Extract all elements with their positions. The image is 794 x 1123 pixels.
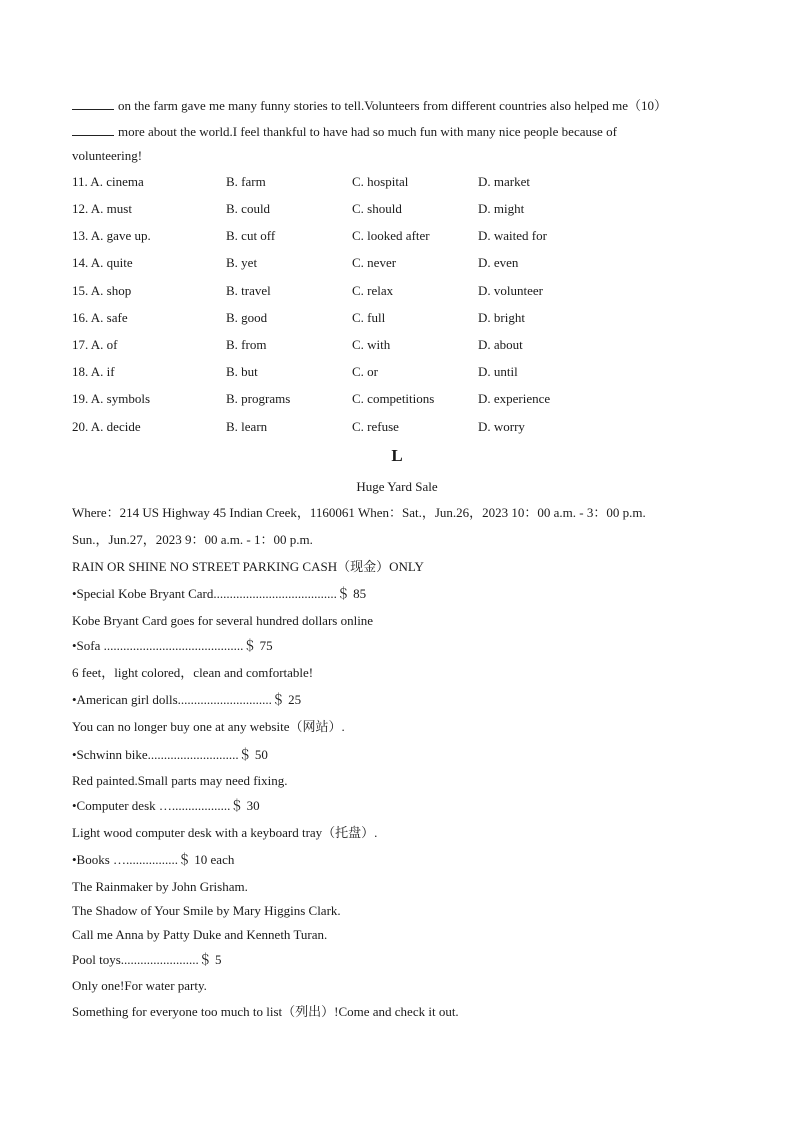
- question-number: 15. A.: [72, 283, 104, 298]
- book-title-3: Call me Anna by Patty Duke and Kenneth Turan.: [72, 927, 328, 942]
- question-number: 17. A.: [72, 337, 104, 352]
- option-b: B. but: [226, 364, 258, 379]
- question-number: 20. A.: [72, 419, 104, 434]
- option-a: [72, 228, 151, 244]
- option-a-text: gave up.: [106, 228, 151, 243]
- book-title-1: The Rainmaker by John Grisham.: [72, 879, 248, 894]
- option-b: B. cut off: [226, 228, 276, 243]
- option-b: B. farm: [226, 174, 266, 189]
- option-c: C. should: [352, 201, 402, 216]
- item-sofa: •Sofa ...........................................＄ 75: [72, 638, 273, 653]
- passage-text: more about the world.I feel thankful to have had so much fun with many nice people because of: [118, 124, 617, 139]
- option-d: D. bright: [478, 310, 525, 325]
- question-number: 16. A.: [72, 310, 104, 325]
- option-a-text: of: [106, 337, 118, 352]
- option-a: [72, 174, 144, 190]
- sunday-hours-line: Sun.，Jun.27，2023 9：00 a.m. - 1：00 p.m.: [72, 532, 313, 547]
- option-d: D. experience: [478, 391, 551, 406]
- option-a: [72, 337, 118, 353]
- option-d: D. might: [478, 201, 525, 216]
- item-desk-desc: Light wood computer desk with a keyboard tray（托盘）.: [72, 825, 378, 840]
- option-c: C. competitions: [352, 391, 435, 406]
- option-a: [72, 364, 115, 380]
- item-dolls: •American girl dolls.............................＄ 25: [72, 692, 302, 707]
- option-c: C. refuse: [352, 419, 399, 434]
- option-b: B. yet: [226, 255, 258, 270]
- option-a: [72, 419, 141, 435]
- item-kobe-card: •Special Kobe Bryant Card......................................＄ 85: [72, 586, 367, 601]
- option-b: B. could: [226, 201, 271, 216]
- sale-rules-line: RAIN OR SHINE NO STREET PARKING CASH（现金）ONLY: [72, 559, 424, 574]
- item-pool-toys-desc: Only one!For water party.: [72, 978, 207, 993]
- option-d: D. about: [478, 337, 523, 352]
- section-heading: L: [391, 446, 403, 465]
- book-title-2: The Shadow of Your Smile by Mary Higgins Clark.: [72, 903, 341, 918]
- item-dolls-desc: You can no longer buy one at any website（网站）.: [72, 719, 345, 734]
- option-a-text: decide: [106, 419, 141, 434]
- option-b: B. from: [226, 337, 267, 352]
- question-number: 14. A.: [72, 255, 104, 270]
- option-c: C. hospital: [352, 174, 409, 189]
- option-d: D. even: [478, 255, 519, 270]
- option-d: D. market: [478, 174, 530, 189]
- option-d: D. volunteer: [478, 283, 543, 298]
- option-a: [72, 283, 131, 299]
- option-a-text: if: [106, 364, 115, 379]
- option-d: D. worry: [478, 419, 525, 434]
- option-a-text: safe: [106, 310, 128, 325]
- question-number: 12. A.: [72, 201, 104, 216]
- passage-text: on the farm gave me many funny stories to tell.Volunteers from different countries also helped me（10）: [118, 98, 667, 113]
- option-b: B. travel: [226, 283, 271, 298]
- option-a-text: quite: [106, 255, 133, 270]
- option-b: B. good: [226, 310, 268, 325]
- option-c: C. never: [352, 255, 397, 270]
- ad-title: Huge Yard Sale: [356, 479, 438, 494]
- option-d: D. waited for: [478, 228, 547, 243]
- option-c: C. looked after: [352, 228, 430, 243]
- item-desk: •Computer desk …..................＄ 30: [72, 798, 260, 813]
- item-pool-toys: Pool toys........................＄ 5: [72, 952, 222, 967]
- answer-blank-10: [72, 124, 114, 136]
- option-a: [72, 391, 150, 407]
- closing-line: Something for everyone too much to list（列出）!Come and check it out.: [72, 1004, 459, 1019]
- option-b: B. learn: [226, 419, 268, 434]
- option-a: [72, 310, 128, 326]
- question-number: 19. A.: [72, 391, 104, 406]
- option-a-text: cinema: [106, 174, 144, 189]
- option-b: B. programs: [226, 391, 291, 406]
- passage-line-2: [72, 124, 617, 140]
- question-number: 11. A.: [72, 174, 103, 189]
- item-kobe-card-desc: Kobe Bryant Card goes for several hundred dollars online: [72, 613, 374, 628]
- option-a-text: must: [106, 201, 132, 216]
- option-a: [72, 255, 133, 271]
- option-d: D. until: [478, 364, 518, 379]
- option-c: C. full: [352, 310, 386, 325]
- option-a-text: symbols: [106, 391, 151, 406]
- option-c: C. with: [352, 337, 391, 352]
- item-bike-desc: Red painted.Small parts may need fixing.: [72, 773, 288, 788]
- item-bike: •Schwinn bike............................＄ 50: [72, 747, 268, 762]
- option-a-text: shop: [106, 283, 132, 298]
- passage-line-3: volunteering!: [72, 148, 143, 163]
- item-sofa-desc: 6 feet，light colored，clean and comfortable!: [72, 665, 314, 680]
- question-number: 18. A.: [72, 364, 104, 379]
- option-a: [72, 201, 132, 217]
- passage-line-1: [72, 98, 667, 114]
- item-books: •Books …................＄ 10 each: [72, 852, 235, 867]
- question-number: 13. A.: [72, 228, 104, 243]
- option-c: C. or: [352, 364, 378, 379]
- where-when-line: Where：214 US Highway 45 Indian Creek，1160061 When：Sat.，Jun.26，2023 10：00 a.m. - 3：00 p.m.: [72, 505, 646, 520]
- answer-blank-9: [72, 98, 114, 110]
- option-c: C. relax: [352, 283, 394, 298]
